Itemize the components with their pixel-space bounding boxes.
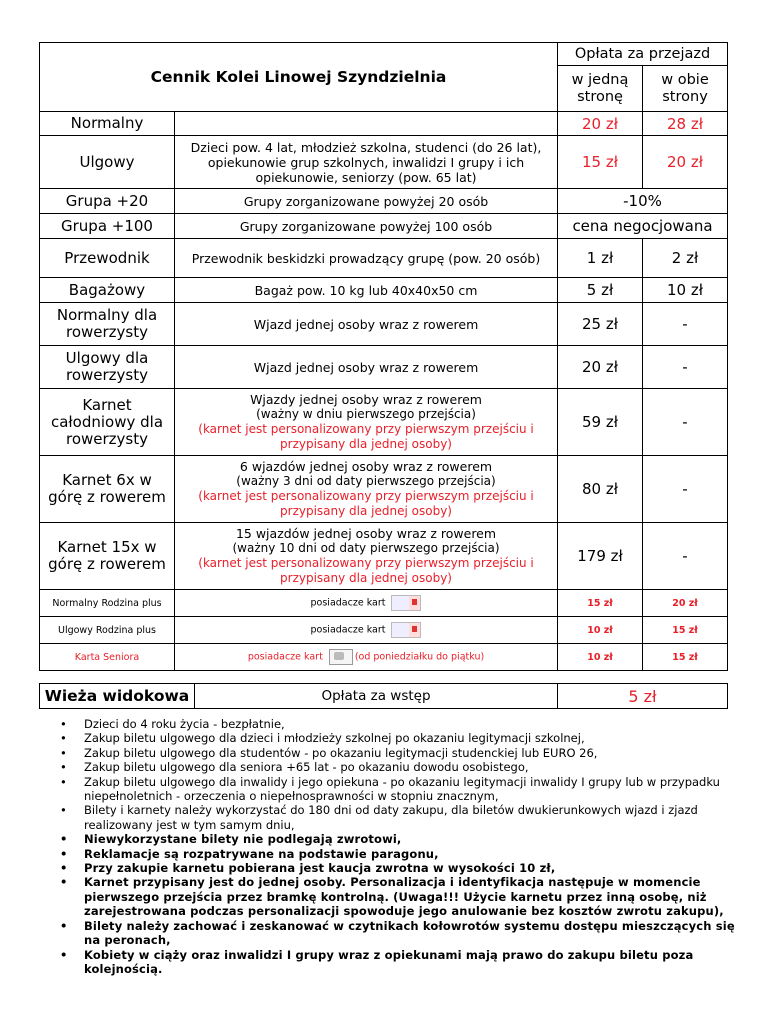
row-description: Przewodnik beskidzki prowadzący grupę (pow. 20 osób) bbox=[175, 239, 558, 278]
tower-fee-label: Opłata za wstęp bbox=[195, 684, 558, 709]
row-category: Karnet całodniowy dla rowerzysty bbox=[40, 389, 175, 456]
price-both-ways: 20 zł bbox=[643, 590, 728, 617]
list-item: • Zakup biletu ulgowego dla studentów - po okazaniu legitymacji studenckiej lub EURO 26, bbox=[58, 746, 748, 760]
price-both-ways: 28 zł bbox=[643, 112, 728, 136]
table-row bbox=[40, 389, 728, 456]
tower-price: 5 zł bbox=[558, 684, 728, 709]
list-item: • Reklamacje są rozpatrywane na podstawie paragonu, bbox=[58, 847, 748, 861]
desc-validity: (ważny 3 dni od daty pierwszego przejścia) bbox=[236, 474, 496, 488]
desc-days: (od poniedziałku do piątku) bbox=[354, 651, 485, 663]
table-row bbox=[40, 617, 728, 644]
fee-header: Opłata za przejazd bbox=[558, 43, 728, 66]
desc-main: Wjazdy jednej osoby wraz z rowerem bbox=[250, 392, 482, 407]
row-description bbox=[175, 523, 558, 590]
row-description bbox=[175, 617, 558, 644]
row-description: Dzieci pow. 4 lat, młodzież szkolna, studenci (do 26 lat), opiekunowie grup szkolnych, inwalidzi I grupy i ich opiekunowie, seniorzy (pow. 65 lat) bbox=[175, 136, 558, 189]
price-one-way: 10 zł bbox=[558, 617, 643, 644]
price-one-way: 15 zł bbox=[558, 590, 643, 617]
desc-main: posiadacze kart bbox=[310, 624, 386, 636]
price-table bbox=[39, 42, 728, 671]
price-one-way: 10 zł bbox=[558, 644, 643, 671]
desc-main: 15 wjazdów jednej osoby wraz z rowerem bbox=[235, 526, 497, 541]
list-item: • Dzieci do 4 roku życia - bezpłatnie, bbox=[58, 717, 748, 731]
row-category: Normalny dla rowerzysty bbox=[40, 303, 175, 346]
price-one-way: 25 zł bbox=[558, 303, 643, 346]
price-both-ways: 20 zł bbox=[643, 136, 728, 189]
list-item: • Zakup biletu ulgowego dla seniora +65 lat - po okazaniu dowodu osobistego, bbox=[58, 760, 748, 774]
list-item: • Przy zakupie karnetu pobierana jest kaucja zwrotna w wysokości 10 zł, bbox=[58, 861, 748, 875]
desc-validity: (ważny w dniu pierwszego przejścia) bbox=[256, 407, 476, 421]
row-description bbox=[175, 112, 558, 136]
list-item: • Bilety i karnety należy wykorzystać do 180 dni od daty zakupu, dla biletów dwukierunkowych wjazd i zjazd realizowany jest w tym samym dniu, bbox=[58, 803, 748, 832]
table-row bbox=[40, 346, 728, 389]
row-description bbox=[175, 644, 558, 671]
price-both-ways: - bbox=[643, 523, 728, 590]
table-row bbox=[40, 278, 728, 303]
row-description: Wjazd jednej osoby wraz z rowerem bbox=[175, 346, 558, 389]
price-both-ways: 10 zł bbox=[643, 278, 728, 303]
price-both-ways: - bbox=[643, 456, 728, 523]
price-one-way: 5 zł bbox=[558, 278, 643, 303]
table-row bbox=[40, 523, 728, 590]
price-both-ways: - bbox=[643, 303, 728, 346]
table-row bbox=[40, 456, 728, 523]
price-one-way: 59 zł bbox=[558, 389, 643, 456]
row-category: Normalny bbox=[40, 112, 175, 136]
price-one-way: 179 zł bbox=[558, 523, 643, 590]
row-description bbox=[175, 456, 558, 523]
row-description: Grupy zorganizowane powyżej 100 osób bbox=[175, 214, 558, 239]
table-row bbox=[40, 644, 728, 671]
row-category: Grupa +20 bbox=[40, 189, 175, 214]
desc-main: posiadacze kart bbox=[310, 597, 386, 609]
row-category: Normalny Rodzina plus bbox=[40, 590, 175, 617]
notes-list bbox=[58, 717, 748, 976]
row-description bbox=[175, 590, 558, 617]
list-item: • Niewykorzystane bilety nie podlegają zwrotowi, bbox=[58, 832, 748, 846]
tower-name: Wieża widokowa bbox=[40, 684, 195, 709]
list-item: • Zakup biletu ulgowego dla inwalidy i jego opiekuna - po okazaniu legitymacji inwalidy I grupy lub w przypadku niepełnoletnich - orzeczenia o niepełnosprawności w stopniu znacznym, bbox=[58, 775, 748, 804]
table-row bbox=[40, 136, 728, 189]
table-title: Cennik Kolei Linowej Szyndzielnia bbox=[40, 43, 558, 112]
table-row bbox=[40, 112, 728, 136]
desc-note: (karnet jest personalizowany przy pierwszym przejściu i przypisany dla jednej osoby) bbox=[198, 489, 534, 518]
family-card-icon bbox=[391, 595, 421, 611]
price-one-way: 20 zł bbox=[558, 346, 643, 389]
col-one-way: w jedną stronę bbox=[558, 66, 643, 112]
row-description bbox=[175, 389, 558, 456]
desc-validity: (ważny 10 dni od daty pierwszego przejścia) bbox=[232, 541, 500, 555]
price-one-way: 1 zł bbox=[558, 239, 643, 278]
list-item: • Zakup biletu ulgowego dla dzieci i młodzieży szkolnej po okazaniu legitymacji szkolnej, bbox=[58, 731, 748, 745]
senior-card-icon bbox=[329, 649, 353, 665]
row-category: Karnet 15x w górę z rowerem bbox=[40, 523, 175, 590]
row-description: Wjazd jednej osoby wraz z rowerem bbox=[175, 303, 558, 346]
price-one-way: 20 zł bbox=[558, 112, 643, 136]
price-both-ways: 15 zł bbox=[643, 617, 728, 644]
row-description: Grupy zorganizowane powyżej 20 osób bbox=[175, 189, 558, 214]
desc-main: 6 wjazdów jednej osoby wraz z rowerem bbox=[239, 459, 493, 474]
price-merged: cena negocjowana bbox=[558, 214, 728, 239]
desc-note: (karnet jest personalizowany przy pierwszym przejściu i przypisany dla jednej osoby) bbox=[198, 556, 534, 585]
price-one-way: 15 zł bbox=[558, 136, 643, 189]
list-item: • Bilety należy zachować i zeskanować w czytnikach kołowrotów systemu dostępu mieszczących się na peronach, bbox=[58, 919, 748, 948]
row-category: Grupa +100 bbox=[40, 214, 175, 239]
table-row bbox=[40, 239, 728, 278]
desc-main: posiadacze kart bbox=[247, 651, 323, 663]
row-category: Bagażowy bbox=[40, 278, 175, 303]
family-card-icon bbox=[391, 622, 421, 638]
table-row bbox=[40, 189, 728, 214]
price-both-ways: 15 zł bbox=[643, 644, 728, 671]
list-item: • Kobiety w ciąży oraz inwalidzi I grupy wraz z opiekunami mają prawo do zakupu biletu poza kolejnością. bbox=[58, 948, 748, 977]
list-item: • Karnet przypisany jest do jednej osoby. Personalizacja i identyfikacja następuje w momencie pierwszego przejścia przez bramkę kontrolną. (Uwaga!!! Użycie karnetu przez inną osobę, niż zarejestrowana podczas personalizacji spowoduje jego anulowanie bez kosztów zwrotu zakupu), bbox=[58, 875, 748, 918]
price-both-ways: - bbox=[643, 389, 728, 456]
row-description: Bagaż pow. 10 kg lub 40x40x50 cm bbox=[175, 278, 558, 303]
row-category: Ulgowy dla rowerzysty bbox=[40, 346, 175, 389]
price-one-way: 80 zł bbox=[558, 456, 643, 523]
row-category: Ulgowy bbox=[40, 136, 175, 189]
row-category: Ulgowy Rodzina plus bbox=[40, 617, 175, 644]
price-both-ways: 2 zł bbox=[643, 239, 728, 278]
table-row bbox=[40, 214, 728, 239]
tower-table bbox=[39, 683, 728, 709]
price-merged: -10% bbox=[558, 189, 728, 214]
row-category: Przewodnik bbox=[40, 239, 175, 278]
col-both-ways: w obie strony bbox=[643, 66, 728, 112]
desc-note: (karnet jest personalizowany przy pierwszym przejściu i przypisany dla jednej osoby) bbox=[198, 422, 534, 451]
table-row bbox=[40, 303, 728, 346]
row-category: Karta Seniora bbox=[40, 644, 175, 671]
row-category: Karnet 6x w górę z rowerem bbox=[40, 456, 175, 523]
price-both-ways: - bbox=[643, 346, 728, 389]
table-row bbox=[40, 590, 728, 617]
